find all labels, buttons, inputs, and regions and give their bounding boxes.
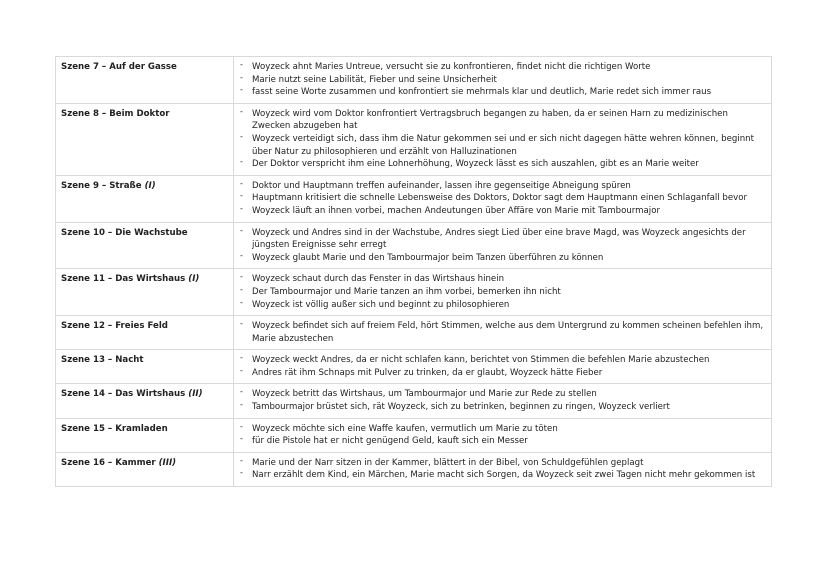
scene-title-cell: [56, 452, 234, 486]
table-row: [56, 452, 772, 486]
scene-notes-cell: [234, 103, 772, 175]
bullet-point: - Woyzeck ahnt Maries Untreue, versucht sie zu konfrontieren, findet nicht die richtigen Worte: [239, 61, 766, 74]
bullet-point: - für die Pistole hat er nicht genügend Geld, kauft sich ein Messer: [239, 435, 766, 448]
scene-title: Szene 12 – Freies Feld: [61, 321, 168, 332]
scene-title-cell: [56, 103, 234, 175]
bullet-list: [239, 273, 766, 311]
bullet-list: [239, 457, 766, 482]
bullet-point: - Woyzeck schaut durch das Fenster in das Wirtshaus hinein: [239, 273, 766, 286]
scene-number-roman: (III): [158, 457, 177, 468]
scene-title: Szene 7 – Auf der Gasse: [61, 62, 177, 72]
bullet-list: [239, 180, 766, 218]
bullet-point: - Woyzeck befindet sich auf freiem Feld, hört Stimmen, welche aus dem Untergrund zu kommen scheinen befehlen ihm, Marie abzustechen: [239, 320, 766, 345]
scene-title: Szene 11 – Das Wirtshaus: [61, 274, 189, 285]
bullet-point: - Andres rät ihm Schnaps mit Pulver zu trinken, da er glaubt, Woyzeck hätte Fieber: [239, 367, 766, 380]
table-row: [56, 350, 772, 384]
scene-number-roman: (II): [188, 389, 203, 400]
bullet-point: - Woyzeck glaubt Marie und den Tambourmajor beim Tanzen überführen zu können: [239, 252, 766, 265]
scene-notes-cell: [234, 452, 772, 486]
scene-title: Szene 15 – Kramladen: [61, 423, 168, 434]
bullet-point: - Woyzeck möchte sich eine Waffe kaufen, vermutlich um Marie zu töten: [239, 423, 766, 436]
scene-notes-cell: [234, 269, 772, 316]
scene-title-cell: [56, 350, 234, 384]
bullet-list: [239, 320, 766, 345]
table-row: [56, 175, 772, 222]
bullet-list: [239, 354, 766, 379]
bullet-point: - Doktor und Hauptmann treffen aufeinander, lassen ihre gegenseitige Abneigung spüren: [239, 180, 766, 193]
bullet-point: - Tambourmajor brüstet sich, rät Woyzeck, sich zu betrinken, beginnen zu ringen, Woyzeck verliert: [239, 401, 766, 414]
scene-notes-cell: [234, 222, 772, 269]
bullet-list: [239, 108, 766, 171]
bullet-list: [239, 61, 766, 99]
scene-title: Szene 9 – Straße: [61, 180, 145, 191]
table-row: [56, 384, 772, 418]
scene-notes-cell: [234, 316, 772, 350]
table-row: [56, 269, 772, 316]
bullet-point: - Der Tambourmajor und Marie tanzen an ihm vorbei, bemerken ihn nicht: [239, 286, 766, 299]
table-row: [56, 222, 772, 269]
table-row: [56, 57, 772, 104]
scene-title: Szene 10 – Die Wachstube: [61, 227, 188, 238]
bullet-point: - Woyzeck ist völlig außer sich und beginnt zu philosophieren: [239, 299, 766, 312]
scene-title: Szene 13 – Nacht: [61, 355, 144, 366]
scene-notes-cell: [234, 57, 772, 104]
scene-title: Szene 16 – Kammer: [61, 457, 159, 468]
bullet-point: - Woyzeck verteidigt sich, dass ihm die Natur gekommen sei und er sich nicht dagegen hätte wehren können, beginnt über Natur zu philosophieren und erzählt von Halluzinationen: [239, 133, 766, 158]
bullet-point: - Woyzeck weckt Andres, da er nicht schlafen kann, berichtet von Stimmen die befehlen Marie abzustechen: [239, 354, 766, 367]
scene-notes-cell: [234, 350, 772, 384]
bullet-point: - Woyzeck betritt das Wirtshaus, um Tambourmajor und Marie zur Rede zu stellen: [239, 388, 766, 401]
bullet-list: [239, 388, 766, 413]
scene-title: Szene 14 – Das Wirtshaus: [61, 389, 189, 400]
scene-notes-cell: [234, 384, 772, 418]
scene-notes-cell: [234, 175, 772, 222]
bullet-point: - Der Doktor verspricht ihm eine Lohnerhöhung, Woyzeck lässt es sich auszahlen, gibt es an Marie weiter: [239, 158, 766, 171]
scene-title-cell: [56, 57, 234, 104]
scene-title-cell: [56, 384, 234, 418]
bullet-list: [239, 227, 766, 265]
bullet-point: - Woyzeck und Andres sind in der Wachstube, Andres siegt Lied über eine brave Magd, was Woyzeck angesichts der jüngsten Ereignisse sehr erregt: [239, 227, 766, 252]
bullet-point: - Marie und der Narr sitzen in der Kammer, blättert in der Bibel, von Schuldgefühlen geplagt: [239, 457, 766, 470]
scene-summary-table: [55, 56, 772, 487]
bullet-point: - Narr erzählt dem Kind, ein Märchen, Marie macht sich Sorgen, da Woyzeck seit zwei Tagen nicht mehr gekommen ist: [239, 469, 766, 482]
bullet-point: - Hauptmann kritisiert die schnelle Lebensweise des Doktors, Doktor sagt dem Hauptmann einen Schlaganfall bevor: [239, 192, 766, 205]
bullet-list: [239, 423, 766, 448]
scene-title-cell: [56, 175, 234, 222]
scene-title: Szene 8 – Beim Doktor: [61, 108, 170, 119]
scene-title-cell: [56, 418, 234, 452]
bullet-point: - Woyzeck läuft an ihnen vorbei, machen Andeutungen über Affäre von Marie mit Tambourmajor: [239, 205, 766, 218]
scene-title-cell: [56, 316, 234, 350]
table-row: [56, 103, 772, 175]
table-body: [56, 57, 772, 487]
scene-notes-cell: [234, 418, 772, 452]
table-row: [56, 316, 772, 350]
bullet-point: - fasst seine Worte zusammen und konfrontiert sie mehrmals klar und deutlich, Marie redet sich immer raus: [239, 86, 766, 99]
bullet-point: - Marie nutzt seine Labilität, Fieber und seine Unsicherheit: [239, 74, 766, 87]
scene-number-roman: (I): [144, 180, 156, 191]
bullet-point: - Woyzeck wird vom Doktor konfrontiert Vertragsbruch begangen zu haben, da er seinen Harn zu medizinischen Zwecken abzugeben hat: [239, 108, 766, 133]
scene-number-roman: (I): [188, 274, 200, 285]
scene-title-cell: [56, 222, 234, 269]
table-row: [56, 418, 772, 452]
scene-title-cell: [56, 269, 234, 316]
